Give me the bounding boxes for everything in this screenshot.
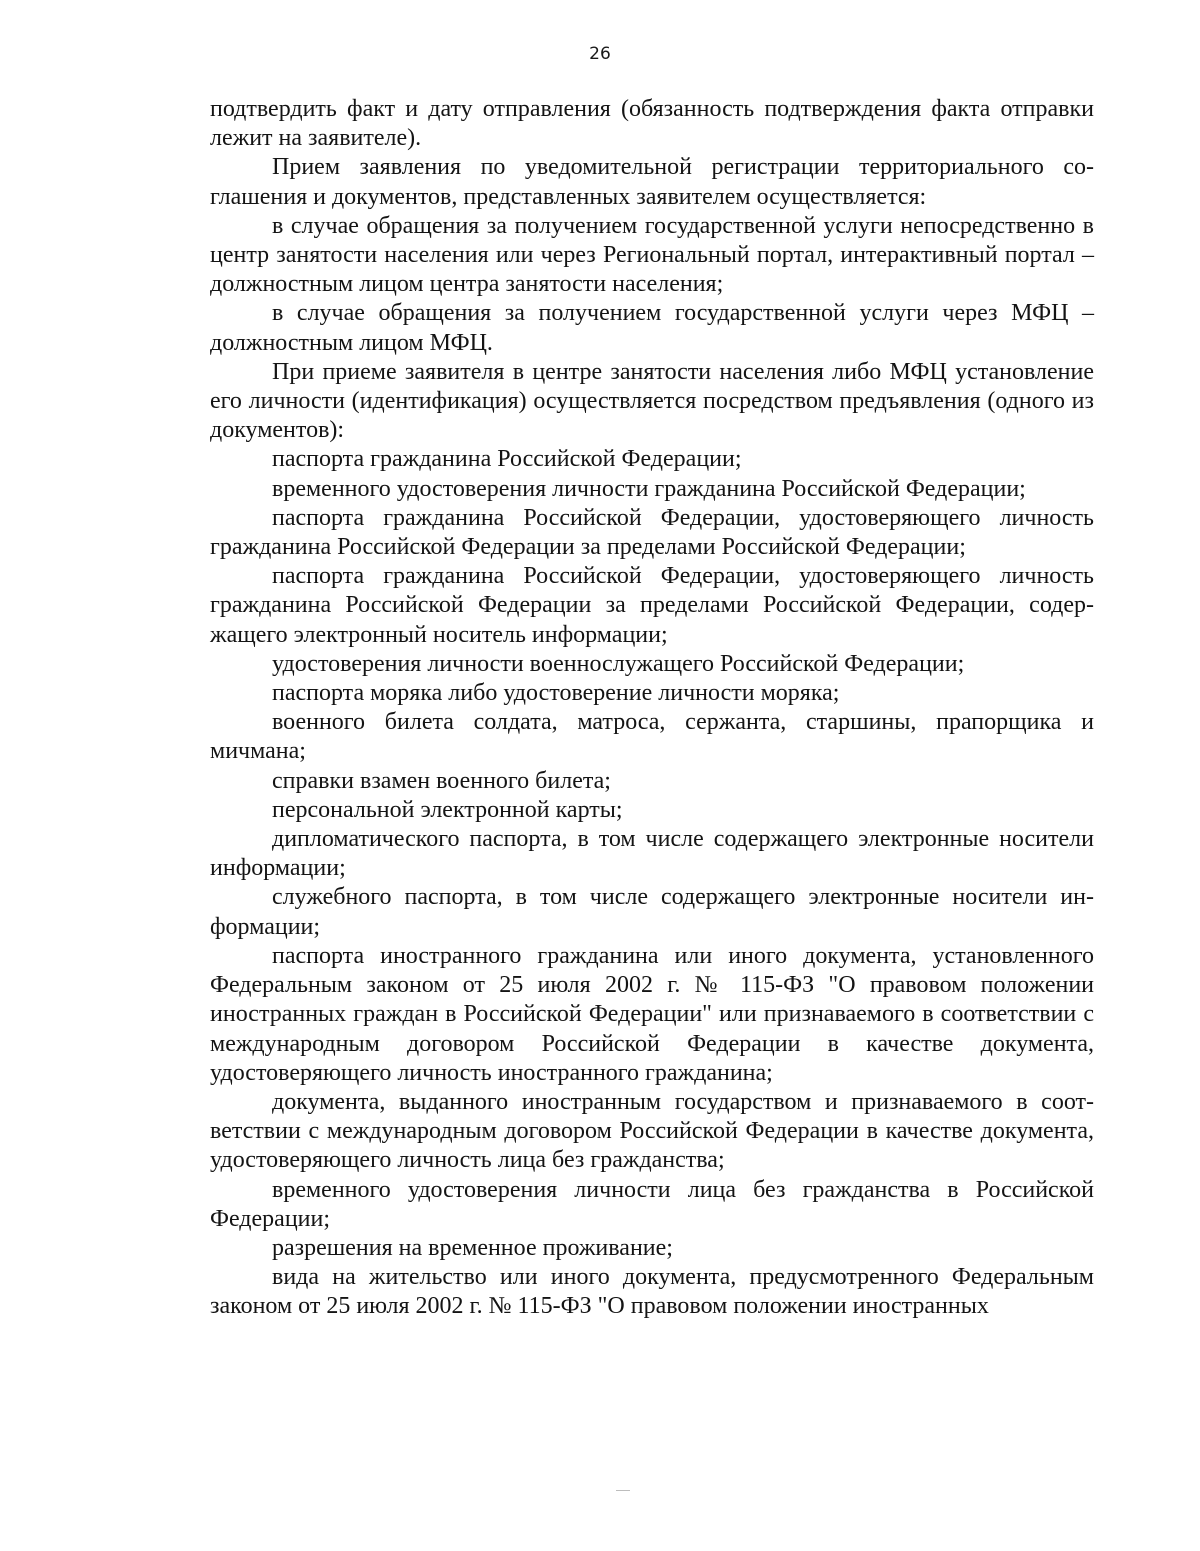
- document-list-item: временного удостоверения личности лица без гражданства в Российской Федерации;: [210, 1176, 1094, 1232]
- document-list-item: справки взамен военного билета;: [272, 767, 611, 794]
- document-list-item: паспорта моряка либо удостоверение личности моряка;: [272, 680, 840, 707]
- scan-artifact: [616, 1490, 630, 1491]
- paragraph: подтвердить факт и дату отправления (обязанность подтверждения факта отправки лежит на заявителе).: [210, 96, 1094, 152]
- document-body: [210, 95, 1094, 1322]
- document-list-item: паспорта иностранного гражданина или иного документа, установленного Федеральным законом от 25 июля 2002 г. № 115-ФЗ "О правовом положении иностранных граждан в Российской Федерации" или признаваемого в соответствии с международным договором Российской Федерации в качестве документа, удостоверяющего личность иностранного гражданина;: [210, 942, 1094, 1086]
- document-list-item: паспорта гражданина Российской Федерации, удостоверяющего личность гражданина Российской Федерации за пределами Российской Федерации, содержащего электронный носитель информации;: [210, 563, 1094, 648]
- paragraph: в случае обращения за получением государственной услуги непосредственно в центр занятости населения или через Региональный портал, интерактивный портал – должностным лицом центра занятости населения;: [210, 212, 1094, 298]
- document-list-item: разрешения на временное проживание;: [272, 1234, 673, 1261]
- document-list-item: персональной электронной карты;: [272, 796, 623, 823]
- document-list-item: военного билета солдата, матроса, сержанта, старшины, прапорщика и мичмана;: [210, 709, 1094, 765]
- paragraph: Прием заявления по уведомительной регистрации территориального соглашения и документов, представленных заявителем осуществляется:: [210, 154, 1094, 210]
- document-list-item: документа, выданного иностранным государством и признаваемого в соответствии с международным договором Российской Федерации в качестве документа, удостоверяющего личность лица без гражданства;: [210, 1088, 1094, 1174]
- page-number: 26: [589, 44, 611, 64]
- document-list-item: дипломатического паспорта, в том числе содержащего электронные носители информации;: [210, 826, 1094, 882]
- document-list-item: временного удостоверения личности гражданина Российской Федерации;: [272, 475, 1026, 502]
- paragraph: При приеме заявителя в центре занятости населения либо МФЦ установление его личности (идентификация) осуществляется посредством предъявления (одного из документов):: [210, 358, 1094, 444]
- document-list-item: паспорта гражданина Российской Федерации, удостоверяющего личность гражданина Российской Федерации за пределами Российской Федерации;: [210, 504, 1094, 561]
- paragraph: в случае обращения за получением государственной услуги через МФЦ – должностным лицом МФЦ.: [210, 300, 1094, 356]
- document-list-item: удостоверения личности военнослужащего Российской Федерации;: [272, 650, 965, 677]
- document-list-item: служебного паспорта, в том числе содержащего электронные носители информации;: [210, 884, 1094, 940]
- document-list-item: паспорта гражданина Российской Федерации;: [272, 446, 742, 473]
- document-list-item: вида на жительство или иного документа, предусмотренного Федеральным законом от 25 июля 2002 г. № 115-ФЗ "О правовом положении иностранных: [210, 1264, 1094, 1320]
